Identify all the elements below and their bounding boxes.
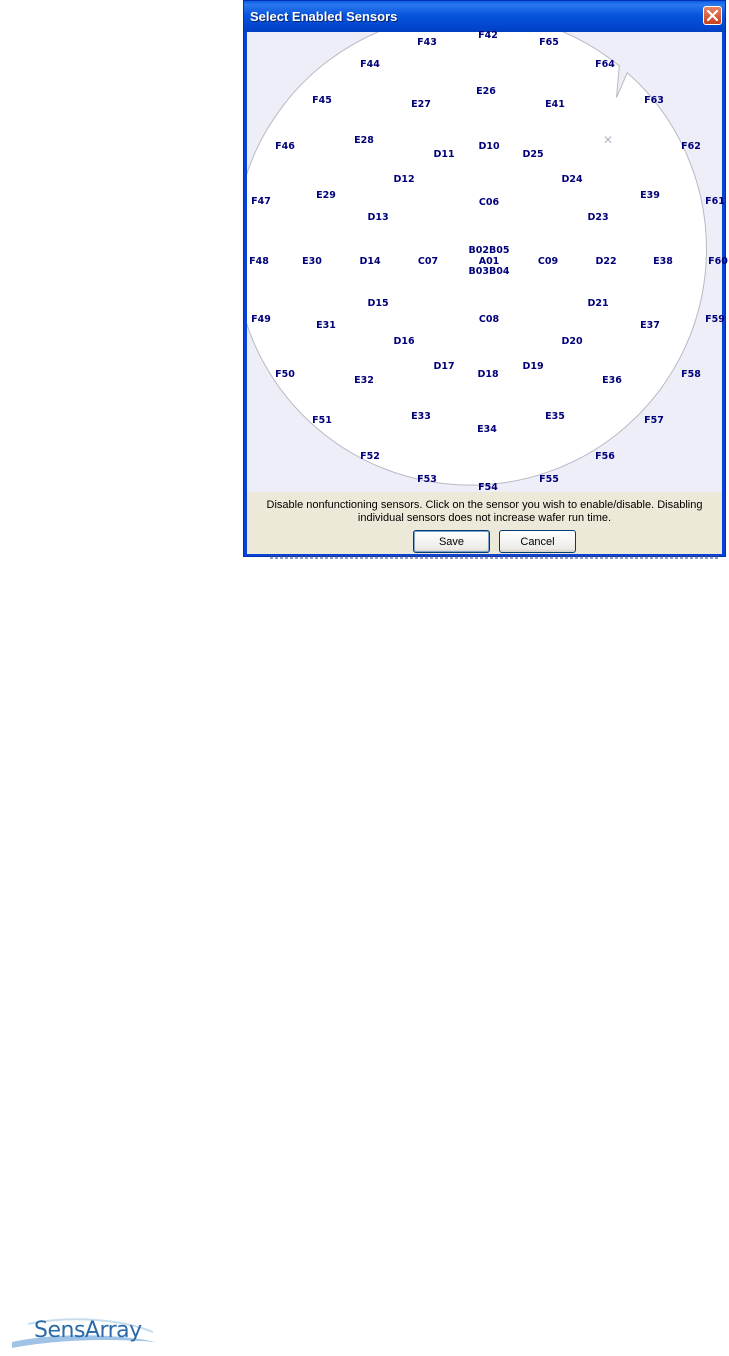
sensor-D12[interactable]: D12: [393, 174, 415, 185]
sensor-D15[interactable]: D15: [367, 298, 389, 309]
sensor-F65[interactable]: F65: [539, 37, 559, 48]
sensor-F62[interactable]: F62: [681, 141, 701, 152]
window-title: Select Enabled Sensors: [250, 9, 398, 24]
sensor-F43[interactable]: F43: [417, 37, 437, 48]
sensor-D20[interactable]: D20: [561, 336, 583, 347]
sensor-F64[interactable]: F64: [595, 59, 615, 70]
sensor-E26[interactable]: E26: [476, 86, 496, 97]
sensor-D21[interactable]: D21: [587, 298, 609, 309]
sensor-C09[interactable]: C09: [537, 256, 559, 267]
sensor-map: [247, 30, 728, 493]
sensor-F55[interactable]: F55: [539, 474, 559, 485]
sensor-D13[interactable]: D13: [367, 212, 389, 223]
select-sensors-dialog: [243, 0, 726, 557]
wafer-map-area: [247, 30, 728, 493]
close-icon: [707, 10, 718, 21]
sensor-E36[interactable]: E36: [602, 375, 622, 386]
sensor-E34[interactable]: E34: [477, 424, 497, 435]
close-button[interactable]: [703, 6, 722, 25]
sensor-C08[interactable]: C08: [478, 314, 500, 325]
sensor-D23[interactable]: D23: [587, 212, 609, 223]
sensor-E29[interactable]: E29: [316, 190, 336, 201]
sensor-E33[interactable]: E33: [411, 411, 431, 422]
sensor-F44[interactable]: F44: [360, 59, 380, 70]
dialog-body: [247, 30, 728, 554]
sensor-E31[interactable]: E31: [316, 320, 336, 331]
sensor-E37[interactable]: E37: [640, 320, 660, 331]
sensor-D17[interactable]: D17: [433, 361, 455, 372]
sensor-F51[interactable]: F51: [312, 415, 332, 426]
save-button[interactable]: Save: [413, 530, 490, 553]
sensor-D16[interactable]: D16: [393, 336, 415, 347]
sensor-F53[interactable]: F53: [417, 474, 437, 485]
sensarray-logo: [8, 1312, 158, 1352]
sensor-E32[interactable]: E32: [354, 375, 374, 386]
sensor-E30[interactable]: E30: [302, 256, 322, 267]
sensor-F42[interactable]: F42: [478, 30, 498, 41]
sensor-B02B05[interactable]: B02B05: [468, 245, 510, 256]
sensor-F46[interactable]: F46: [275, 141, 295, 152]
sensor-F45[interactable]: F45: [312, 95, 332, 106]
sensor-F54[interactable]: F54: [478, 482, 498, 493]
sensor-A01[interactable]: A01: [478, 256, 500, 267]
sensor-F50[interactable]: F50: [275, 369, 295, 380]
sensor-F63[interactable]: F63: [644, 95, 664, 106]
sensor-B03B04[interactable]: B03B04: [468, 266, 510, 277]
sensor-D11[interactable]: D11: [433, 149, 455, 160]
sensor-C06[interactable]: C06: [478, 197, 500, 208]
sensor-E28[interactable]: E28: [354, 135, 374, 146]
sensor-F58[interactable]: F58: [681, 369, 701, 380]
sensor-E27[interactable]: E27: [411, 99, 431, 110]
sensor-E41[interactable]: E41: [545, 99, 565, 110]
sensor-E39[interactable]: E39: [640, 190, 660, 201]
background-text-fragment: [270, 555, 720, 559]
sensor-F60[interactable]: F60: [708, 256, 728, 267]
sensor-D25[interactable]: D25: [522, 149, 544, 160]
sensor-F56[interactable]: F56: [595, 451, 615, 462]
sensor-D10[interactable]: D10: [478, 141, 500, 152]
sensor-D18[interactable]: D18: [477, 369, 499, 380]
sensor-E35[interactable]: E35: [545, 411, 565, 422]
sensor-F47[interactable]: F47: [251, 196, 271, 207]
sensor-F57[interactable]: F57: [644, 415, 664, 426]
sensor-E38[interactable]: E38: [653, 256, 673, 267]
logo-text: SensArray: [34, 1318, 142, 1343]
title-bar[interactable]: [244, 1, 725, 32]
instructions-line-2: individual sensors does not increase wafer run time.: [357, 512, 612, 524]
sensor-F49[interactable]: F49: [251, 314, 271, 325]
sensor-C07[interactable]: C07: [417, 256, 439, 267]
instructions-line-1: Disable nonfunctioning sensors. Click on the sensor you wish to enable/disable. Disabling: [266, 499, 703, 511]
sensor-F52[interactable]: F52: [360, 451, 380, 462]
instructions-text: [247, 499, 722, 525]
sensor-F61[interactable]: F61: [705, 196, 725, 207]
sensor-D24[interactable]: D24: [561, 174, 583, 185]
x-mark-icon[interactable]: ✕: [602, 133, 614, 147]
cancel-button[interactable]: Cancel: [499, 530, 576, 553]
sensor-D22[interactable]: D22: [595, 256, 617, 267]
sensor-D19[interactable]: D19: [522, 361, 544, 372]
sensor-F48[interactable]: F48: [249, 256, 269, 267]
sensor-D14[interactable]: D14: [359, 256, 381, 267]
sensor-F59[interactable]: F59: [705, 314, 725, 325]
